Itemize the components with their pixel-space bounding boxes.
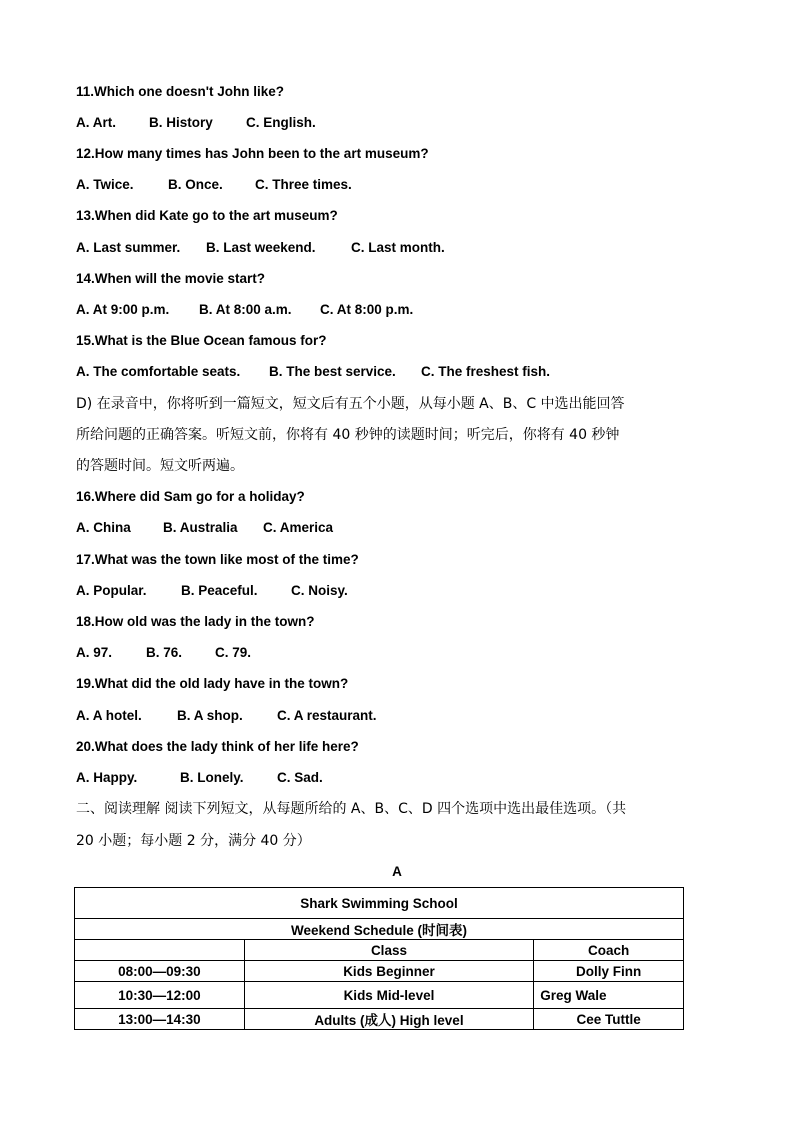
options-12 [76,176,352,194]
options-16 [76,519,333,537]
option-a: A. Twice. [76,177,134,192]
option-c: C. At 8:00 p.m. [320,302,414,317]
options-15 [76,363,550,381]
option-a: A. At 9:00 p.m. [76,302,170,317]
time-cell: 08:00—09:30 [75,961,245,982]
option-a: A. Art. [76,115,116,130]
options-18 [76,644,251,662]
option-b: B. Last weekend. [206,240,316,255]
class-cell: Kids Mid-level [244,982,534,1009]
option-a: A. Happy. [76,770,138,785]
time-cell: 13:00—14:30 [75,1009,245,1030]
option-a: A. The comfortable seats. [76,364,241,379]
question-19: 19.What did the old lady have in the town? [76,676,349,691]
table-row [75,1009,684,1030]
swimming-schedule-table [74,887,684,1030]
table-title: Shark Swimming School [75,888,684,919]
option-b: B. Once. [168,177,223,192]
option-c: C. Sad. [277,770,323,785]
options-11 [76,114,316,132]
part2-heading-line2: 20 小题；每小题 2 分，满分 40 分） [76,833,311,849]
option-b: B. Peaceful. [181,583,258,598]
option-b: B. History [149,115,213,130]
options-13 [76,239,445,257]
header-class: Class [244,940,534,961]
question-12: 12.How many times has John been to the art museum? [76,146,429,161]
option-b: B. The best service. [269,364,396,379]
option-c: C. English. [246,115,316,130]
option-b: B. 76. [146,645,183,660]
option-c: C. America [263,520,334,535]
class-cell: Kids Beginner [244,961,534,982]
options-14 [76,301,413,319]
option-c: C. Noisy. [291,583,348,598]
option-b: B. At 8:00 a.m. [199,302,292,317]
section-d-instruction-line3: 的答题时间。短文听两遍。 [76,458,244,474]
options-20 [76,769,323,787]
options-17 [76,582,348,600]
coach-cell: Cee Tuttle [534,1009,684,1030]
option-b: B. Australia [163,520,238,535]
option-a: A. A hotel. [76,708,142,723]
table-header-row [75,940,684,961]
question-14: 14.When will the movie start? [76,271,266,286]
option-a: A. 97. [76,645,113,660]
header-time [75,940,245,961]
part2-heading-line1: 二、阅读理解 阅读下列短文，从每题所给的 A、B、C、D 四个选项中选出最佳选项。（共 [76,801,627,817]
option-b: B. Lonely. [180,770,244,785]
table-title-row [75,888,684,919]
section-d-instruction-line1: D) 在录音中，你将听到一篇短文，短文后有五个小题，从每小题 A、B、C 中选出能回答 [76,396,625,412]
option-a: A. Last summer. [76,240,181,255]
table-row [75,961,684,982]
option-a: A. China [76,520,131,535]
question-18: 18.How old was the lady in the town? [76,614,315,629]
coach-cell: Greg Wale [534,982,684,1009]
header-coach: Coach [534,940,684,961]
section-d-instruction-line2: 所给问题的正确答案。听短文前，你将有 40 秒钟的读题时间；听完后，你将有 40 秒钟 [76,427,620,443]
question-17: 17.What was the town like most of the time? [76,552,359,567]
question-16: 16.Where did Sam go for a holiday? [76,489,305,504]
coach-cell: Dolly Finn [534,961,684,982]
question-11: 11.Which one doesn't John like? [76,84,284,99]
option-a: A. Popular. [76,583,147,598]
option-c: C. A restaurant. [277,708,377,723]
class-cell: Adults (成人) High level [244,1009,534,1030]
table-subtitle-row [75,919,684,940]
option-c: C. 79. [215,645,252,660]
question-13: 13.When did Kate go to the art museum? [76,208,338,223]
section-letter: A [392,864,402,879]
question-15: 15.What is the Blue Ocean famous for? [76,333,327,348]
option-c: C. Three times. [255,177,352,192]
table-row [75,982,684,1009]
option-c: C. The freshest fish. [421,364,551,379]
time-cell: 10:30—12:00 [75,982,245,1009]
option-c: C. Last month. [351,240,445,255]
options-19 [76,707,377,725]
option-b: B. A shop. [177,708,243,723]
table-subtitle: Weekend Schedule (时间表) [75,919,684,940]
question-20: 20.What does the lady think of her life here? [76,739,359,754]
